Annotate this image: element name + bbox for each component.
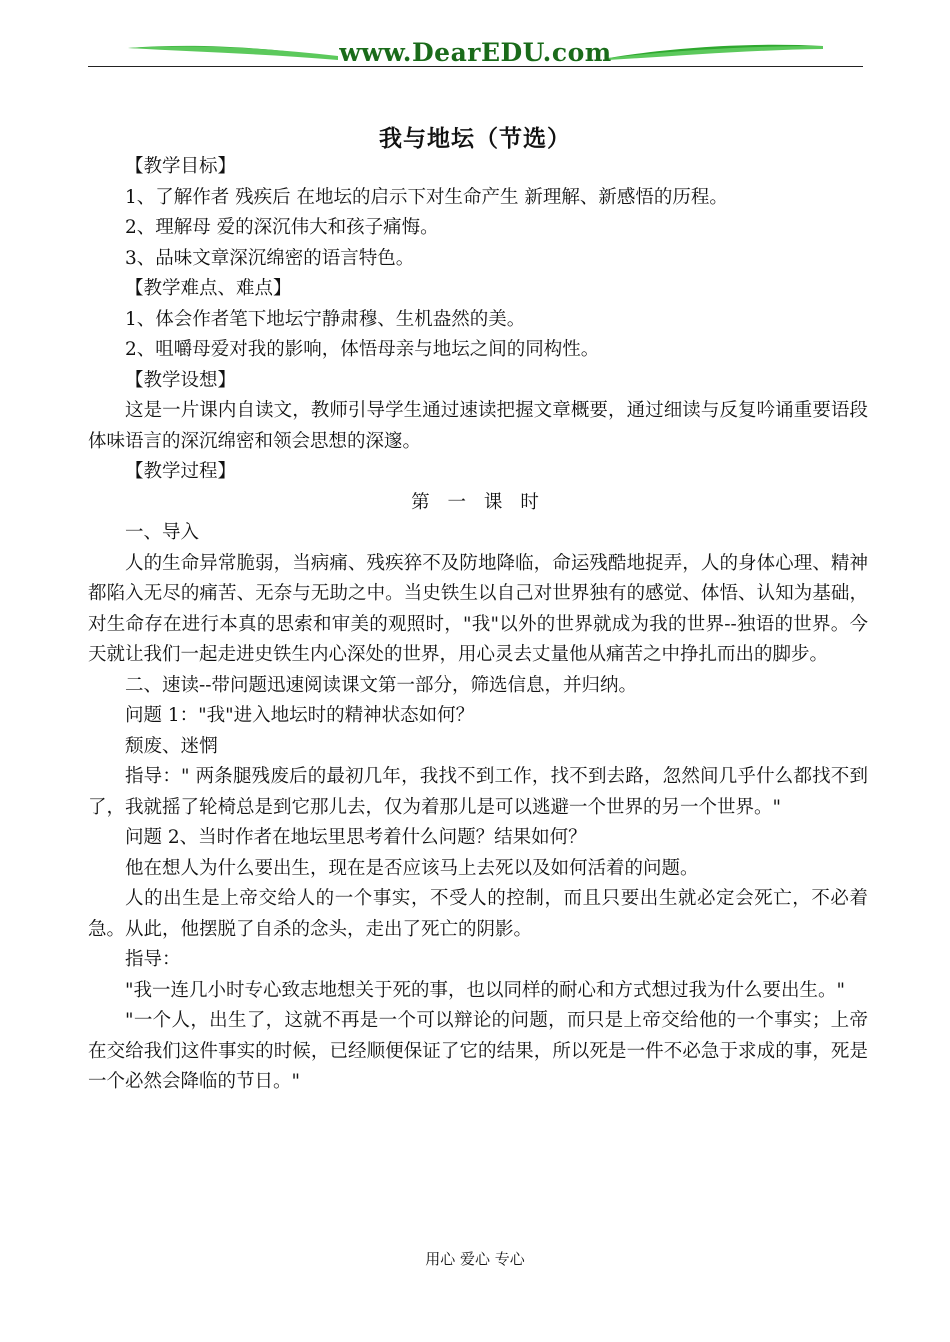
section-heading: 【教学过程】 (125, 461, 237, 482)
paragraph: "我一连几小时专心致志地想关于死的事，也以同样的耐心和方式想过我为什么要出生。" (125, 979, 846, 1001)
paragraph: 指导：" 两条腿残废后的最初几年，我找不到工作，找不到去路，忽然间几乎什么都找不到了，我就摇了轮椅总是到它那儿去，仅为着那儿是可以逃避一个世界的另一个世界。" (88, 766, 868, 818)
paragraph: 这是一片课内自读文，教师引导学生通过速读把握文章概要，通过细读与反复吟诵重要语段体味语言的深沉绵密和领会思想的深邃。 (88, 400, 868, 452)
paragraph: 人的生命异常脆弱，当病痛、残疾猝不及防地降临，命运残酷地捉弄，人的身体心理、精神都陷入无尽的痛苦、无奈与无助之中。当史铁生以自己对世界独有的感觉、体悟、认知为基础，对生命存在进行本真的思索和审美的观照时，"我"以外的世界就成为我的世界--独语的世界。今天就让我们一起走进史铁生内心深处的世界，用心灵去丈量他从痛苦之中挣扎而出的脚步。 (88, 552, 868, 665)
site-header (88, 34, 863, 70)
paragraph: 问题 2、当时作者在地坛里思考着什么问题？结果如何？ (125, 827, 587, 848)
paragraph: 颓废、迷惘 (125, 735, 218, 757)
document-body (88, 152, 868, 1098)
paragraph: 人的出生是上帝交给人的一个事实，不受人的控制，而且只要出生就必定会死亡，不必着急。从此，他摆脱了自杀的念头，走出了死亡的阴影。 (88, 888, 868, 940)
section-heading: 【教学设想】 (125, 369, 237, 391)
header-divider (88, 66, 863, 67)
list-item: 1、体会作者笔下地坛宁静肃穆、生机盎然的美。 (125, 308, 526, 330)
list-item: 3、品味文章深沉绵密的语言特色。 (125, 247, 415, 269)
list-item: 2、理解母 爱的深沉伟大和孩子痛悔。 (125, 217, 439, 238)
lesson-heading: 第 一 课 时 (411, 491, 545, 513)
section-heading: 【教学目标】 (125, 156, 237, 177)
site-logo: www.DearEDU.com (339, 38, 612, 67)
page-footer: 用心 爱心 专心 (425, 1250, 525, 1268)
document-title: 我与地坛（节选） (379, 125, 571, 152)
paragraph: "一个人，出生了，这就不再是一个可以辩论的问题，而只是上帝交给他的一个事实；上帝在交给我们这件事实的时候，已经顺便保证了它的结果，所以死是一件不必急于求成的事，死是一个必然会降临的节日。" (88, 1010, 868, 1092)
paragraph: 指导： (125, 949, 181, 970)
paragraph: 问题 1："我"进入地坛时的精神状态如何？ (125, 705, 475, 726)
list-item: 1、了解作者 残疾后 在地坛的启示下对生命产生 新理解、新感悟的历程。 (125, 186, 728, 208)
section-heading: 一、导入 (125, 522, 200, 543)
section-heading: 【教学难点、难点】 (125, 278, 292, 299)
paragraph: 他在想人为什么要出生，现在是否应该马上去死以及如何活着的问题。 (125, 857, 699, 879)
section-heading: 二、速读--带问题迅速阅读课文第一部分，筛选信息，并归纳。 (125, 674, 638, 696)
list-item: 2、咀嚼母爱对我的影响，体悟母亲与地坛之间的同构性。 (125, 339, 600, 360)
